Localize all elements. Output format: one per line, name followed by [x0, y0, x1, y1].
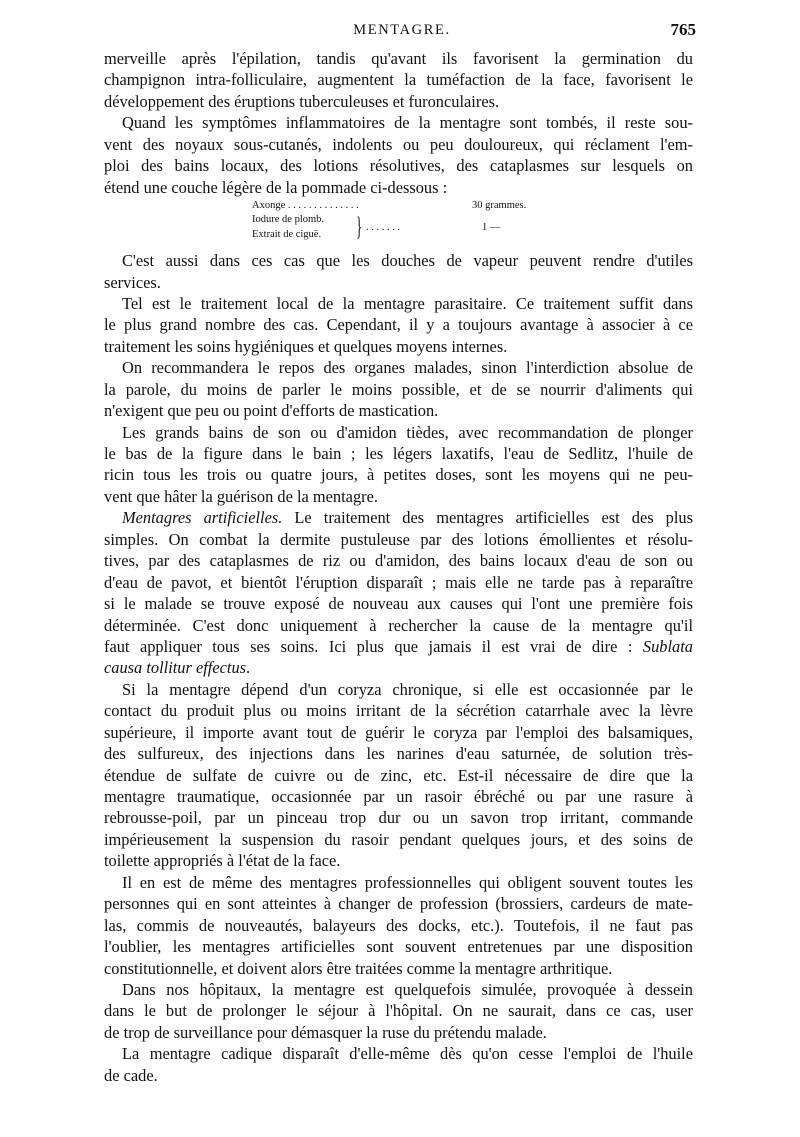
text-line: le plus grand nombre des cas. Cependant, il y a toujours avantage à associer à ce [104, 315, 693, 335]
text-line: l'oublier, les mentagres artificielles sont souvent entretenues par une disposition [104, 937, 693, 957]
formula-ingredient: Axonge [252, 200, 286, 212]
text-line: développement des éruptions tuberculeuses et furonculaires. [104, 91, 500, 111]
text-line: la parole, du moins de parler le moins possible, et de se nourrir d'aliments qui [104, 379, 693, 399]
text-line: rebrousse-poil, par un pinceau trop dur ou un savon trop irritant, commande [104, 808, 693, 828]
section-heading: Mentagres artificielles. [122, 508, 283, 528]
text-line: contact du produit plus ou moins irritant de la sécrétion catarrhale avec la lèvre [104, 701, 693, 721]
text-line: Quand les symptômes inflammatoires de la mentagre sont tombés, il reste sou- [122, 113, 693, 133]
text-line: vent que hâter la guérison de la mentagre. [104, 486, 378, 506]
text-line: étendue de sulfate de cuivre ou de zinc, etc. Est-il nécessaire de dire que la [104, 765, 693, 785]
paragraph-group-b [104, 250, 693, 507]
text-line: C'est aussi dans ces cas que les douches de vapeur peuvent rendre d'utiles [122, 251, 693, 271]
text-line: La mentagre cadique disparaît d'elle-même dès qu'on cesse l'emploi de l'huile [122, 1044, 693, 1064]
formula-ingredient: Extrait de ciguë. [252, 229, 322, 241]
text-line: n'exigent que peu ou point d'efforts de mastication. [104, 401, 439, 421]
text-span: . [246, 658, 251, 678]
paragraph-artificial [104, 507, 693, 679]
text-line: ricin tous les trois ou quatre jours, à petites doses, sont les moyens qui ne peu- [104, 465, 693, 485]
text-line [104, 657, 693, 678]
text-line [104, 507, 693, 528]
ointment-formula [104, 198, 693, 250]
text-line: simples. On combat la dermite pustuleuse par des lotions émollientes et résolu- [104, 529, 693, 549]
text-line: On recommandera le repos des organes malades, sinon l'interdiction absolue de [122, 358, 693, 378]
formula-dots: . . . . . . . . . . . . . . [287, 200, 359, 212]
text-line: ploi des bains locaux, des lotions résolutives, des cataplasmes sur lesquels on [104, 156, 693, 176]
page-number: 765 [670, 20, 696, 39]
latin-quote: causa tollitur effectus [104, 658, 247, 678]
text-line: constitutionnelle, et doivent alors être traitées comme la mentagre arthritique. [104, 958, 613, 978]
text-line: déterminée. C'est donc uniquement à rechercher la cause de la mentagre qu'il [104, 615, 693, 635]
text-line: traitement les soins hygiéniques et quelques moyens internes. [104, 336, 508, 356]
text-line: de trop de surveillance pour démasquer la ruse du prétendu malade. [104, 1022, 547, 1042]
text-line: toilette appropriés à l'état de la face. [104, 851, 341, 871]
text-line: impérieusement la suspension du rasoir pendant quelques jours, et des soins de [104, 829, 693, 849]
formula-quantity: 1 — [482, 222, 501, 234]
text-line: étend une couche légère de la pommade ci-dessous : [104, 177, 448, 197]
paragraph-group-c [104, 679, 693, 1086]
text-span: Le traitement des mentagres artificielles est des plus [282, 508, 693, 528]
text-line: Il en est de même des mentagres professionnelles qui obligent souvent toutes les [122, 872, 693, 892]
text-line: Dans nos hôpitaux, la mentagre est quelquefois simulée, provoquée à dessein [122, 979, 693, 999]
text-line: Tel est le traitement local de la mentagre parasitaire. Ce traitement suffit dans [122, 293, 693, 313]
text-line: vent des noyaux sous-cutanés, indolents ou peu douloureux, qui réclament l'em- [104, 134, 693, 154]
text-line: dans le but de prolonger le séjour à l'hôpital. On ne saurait, dans ce cas, user [104, 1001, 693, 1021]
text-line: d'eau de pavot, et bientôt l'éruption disparaît ; mais elle ne tarde pas à reparaître [104, 572, 693, 592]
text-line: des sulfureux, des injections dans les narines d'eau saturnée, de solution très- [104, 744, 693, 764]
text-line: merveille après l'épilation, tandis qu'avant ils favorisent la germination du [104, 49, 693, 68]
text-line: supérieure, il importe avant tout de guérir le coryza par l'emploi des balsamiques, [104, 722, 693, 742]
paragraph-group-a [104, 48, 693, 198]
text-line: Les grands bains de son ou d'amidon tièdes, avec recommandation de plonger [122, 422, 693, 442]
latin-quote: Sublata [642, 636, 693, 656]
text-line: champignon intra-folliculaire, augmentent la tuméfaction de la face, favorisent le [104, 70, 693, 90]
text-line: personnes qui en sont atteintes à changer de profession (brossiers, cardeurs de mate- [104, 894, 693, 914]
formula-quantity: 30 grammes. [472, 200, 527, 212]
text-line: de cade. [104, 1065, 158, 1085]
formula-ingredient: Iodure de plomb. [252, 214, 325, 226]
page-header [108, 22, 696, 44]
text-line: si le malade se trouve exposé de nouveau aux causes qui l'ont une première fois [104, 594, 693, 614]
running-title: MENTAGRE. [353, 22, 451, 38]
text-line: las, commis de nouveautés, balayeurs des docks, etc.). Toutefois, il ne faut pas [104, 915, 693, 935]
text-line: tives, par des cataplasmes de riz ou d'amidon, des bains locaux d'eau de son ou [104, 551, 693, 571]
text-line: le bas de la figure dans le bain ; les légers laxatifs, l'eau de Sedlitz, l'huile de [104, 444, 693, 463]
formula-row-axonge [252, 200, 359, 211]
text-line: mentagre traumatique, occasionnée par un rasoir ébréché ou par une rasure à [104, 787, 693, 806]
text-line [104, 636, 693, 657]
page-body [104, 48, 693, 1086]
text-line: Si la mentagre dépend d'un coryza chronique, si elle est occasionnée par le [122, 679, 693, 699]
text-line: services. [104, 272, 161, 292]
formula-brace: } [356, 212, 363, 242]
text-span: faut appliquer tous ses soins. Ici plus que jamais il est vrai de dire : [104, 636, 633, 656]
formula-dots: . . . . . . . [366, 222, 401, 234]
